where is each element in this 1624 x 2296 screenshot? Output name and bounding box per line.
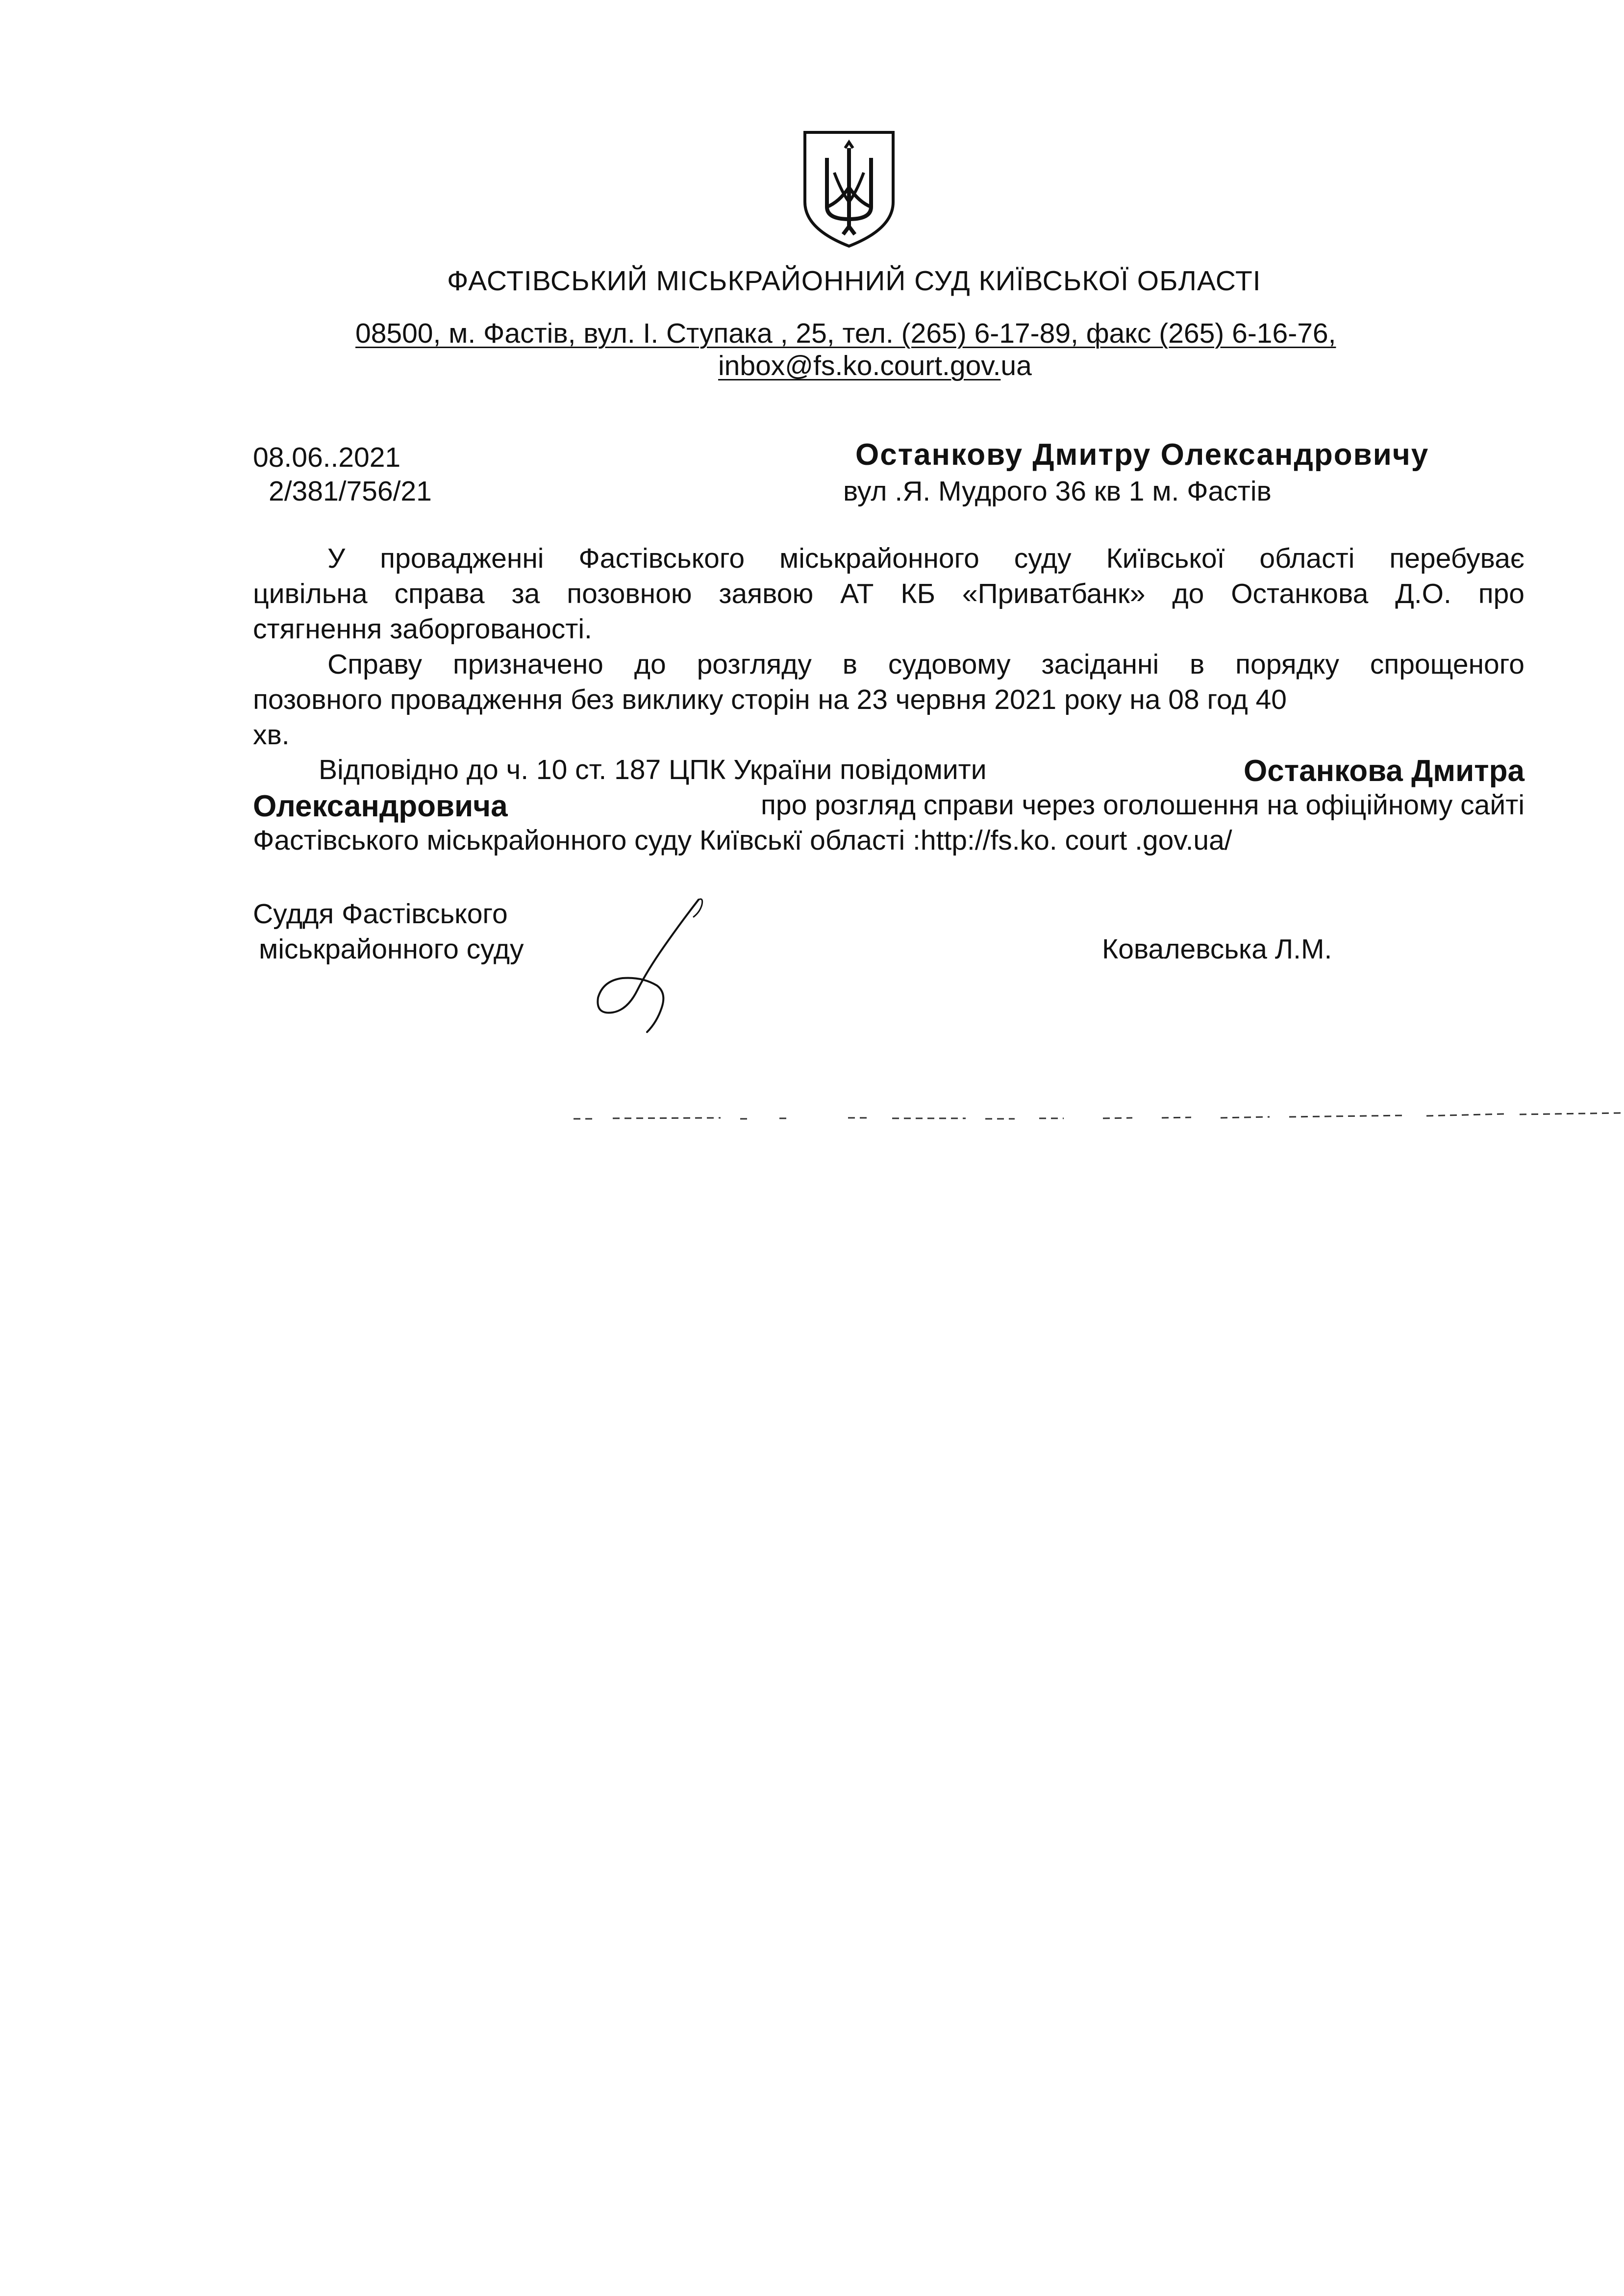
paragraph-2-line-2: позовного провадження без виклику сторін на 23 червня 2021 року на 08 год 40 bbox=[253, 684, 1287, 715]
paragraph-3-line-1-text: Відповідно до ч. 10 ст. 187 ЦПК України повідомити bbox=[319, 754, 987, 785]
court-name: ФАСТІВСЬКИЙ МІСЬКРАЙОННИЙ СУД КИЇВСЬКОЇ ОБЛАСТІ bbox=[447, 265, 1261, 297]
court-address-line: 08500, м. Фастів, вул. І. Ступака , 25, тел. (265) 6-17-89, факс (265) 6-16-76, bbox=[355, 318, 1336, 349]
handwritten-signature bbox=[583, 892, 711, 1039]
paragraph-1-line-1: У провадженні Фастівського міськрайонного суду Київської області перебуває bbox=[327, 543, 1524, 574]
recipient-name: Останкову Дмитру Олександровичу bbox=[855, 438, 1429, 472]
paragraph-3-line-2 bbox=[253, 791, 1524, 822]
paragraph-3-line-2-text: про розгляд справи через оголошення на офіційному сайті bbox=[761, 789, 1524, 821]
paragraph-2-line-1: Справу призначено до розгляду в судовому засіданні в порядку спрощеного bbox=[327, 649, 1524, 680]
judge-title-line-2: міськрайонного суду bbox=[259, 934, 524, 965]
paragraph-3-line-1 bbox=[319, 756, 1524, 786]
court-email bbox=[718, 352, 1032, 380]
paragraph-3-line-1-name: Останкова Дмитра bbox=[1244, 754, 1524, 788]
paragraph-1-line-3: стягнення заборгованості. bbox=[253, 613, 592, 645]
trident-emblem-icon bbox=[800, 128, 898, 249]
court-email-suffix: ua bbox=[1000, 350, 1032, 381]
document-date: 08.06..2021 bbox=[253, 442, 401, 473]
case-number: 2/381/756/21 bbox=[269, 476, 432, 507]
scan-artifact-line bbox=[574, 1108, 1624, 1128]
paragraph-1-line-2: цивільна справа за позовною заявою АТ КБ «Приватбанк» до Останкова Д.О. про bbox=[253, 578, 1524, 609]
paragraph-3-line-2-name: Олександровича bbox=[253, 789, 508, 823]
paragraph-3-line-3: Фастівського міськрайонного суду Київськї області :http://fs.ko. court .gov.ua/ bbox=[253, 825, 1232, 856]
recipient-address: вул .Я. Мудрого 36 кв 1 м. Фастів bbox=[843, 476, 1272, 507]
court-email-link[interactable]: inbox@fs.ko.court.gov. bbox=[718, 350, 1001, 381]
judge-name: Ковалевська Л.М. bbox=[1102, 934, 1332, 965]
paragraph-2-line-3: хв. bbox=[253, 719, 290, 751]
judge-title-line-1: Суддя Фастівського bbox=[253, 898, 508, 930]
